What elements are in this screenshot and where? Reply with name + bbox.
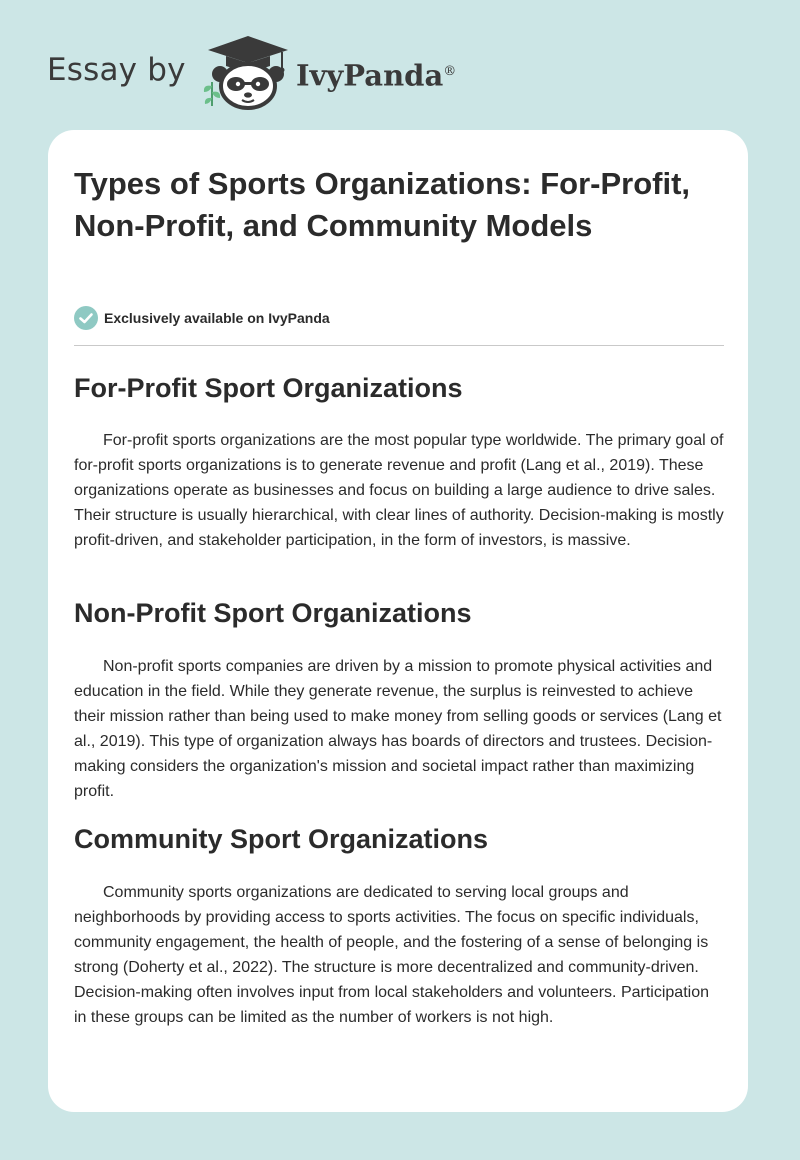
- section-heading-community: Community Sport Organizations: [74, 824, 489, 854]
- panda-graduate-logo[interactable]: [198, 34, 294, 110]
- site-header: [0, 0, 800, 130]
- section-paragraph-non-profit: Non-profit sports companies are driven by a mission to promote physical activities and education in the field. While they generate revenue, the surplus is reinvested to achieve their mission rather than being used to make money from selling goods or services (Lang et al., 2019). This type of organization always has boards of directors and trustees. Decision-making considers the organization's mission and societal impact rather than maximizing profit.: [74, 658, 722, 800]
- check-circle-icon: [74, 306, 98, 330]
- exclusive-badge: [74, 306, 330, 330]
- registered-mark: ®: [443, 64, 457, 79]
- section-heading-for-profit: For-Profit Sport Organizations: [74, 373, 463, 403]
- essay-card: [48, 130, 748, 1112]
- section-heading-non-profit: Non-Profit Sport Organizations: [74, 598, 472, 628]
- brand-name-text: IvyPanda: [296, 58, 444, 93]
- section-paragraph-for-profit: For-profit sports organizations are the most popular type worldwide. The primary goal of for-profit sports organizations is to generate revenue and profit (Lang et al., 2019). These organizations operate as businesses and focus on building a large audience to drive sales. Their structure is usually hierarchical, with clear lines of authority. Decision-making is mostly profit-driven, and stakeholder participation, in the form of investors, is massive.: [74, 432, 724, 549]
- section-paragraph-community: Community sports organizations are dedicated to serving local groups and neighborhoods by providing access to sports activities. The focus on specific individuals, community engagement, the health of people, and the fostering of a sense of belonging is strong (Doherty et al., 2022). The structure is more decentralized and community-driven. Decision-making often involves input from local stakeholders and volunteers. Participation in these groups can be limited as the number of workers is not high.: [74, 884, 709, 1026]
- brand-name[interactable]: [296, 54, 456, 94]
- exclusive-badge-text: Exclusively available on IvyPanda: [104, 310, 330, 326]
- brand-prefix: Essay by: [47, 52, 186, 88]
- title-divider: [74, 345, 724, 346]
- essay-title: Types of Sports Organizations: For-Profit, Non-Profit, and Community Models: [74, 166, 691, 243]
